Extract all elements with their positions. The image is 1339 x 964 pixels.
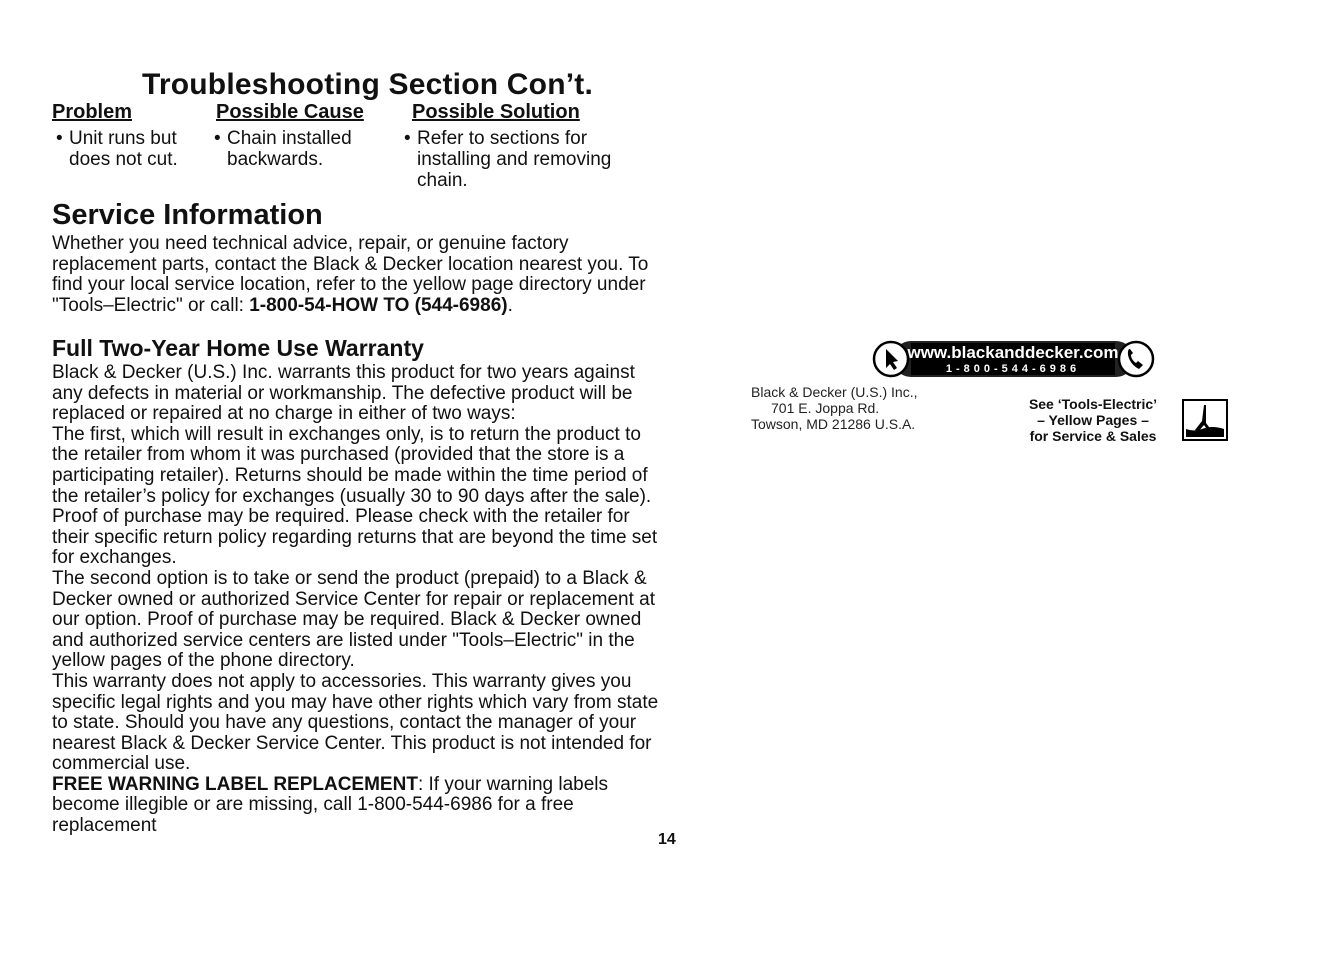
address-line: 701 E. Joppa Rd. xyxy=(771,400,880,416)
warranty-paragraph-1: Black & Decker (U.S.) Inc. warrants this product for two years against any defects in material or workmanship. The defective product will be replaced or repaired at no charge in either of two ways: xyxy=(52,362,635,425)
bullet: • xyxy=(214,128,221,149)
cause-cell xyxy=(214,128,377,170)
page-title: Troubleshooting Section Con’t. xyxy=(142,68,593,101)
free-label-paragraph xyxy=(52,775,664,837)
service-heading: Service Information xyxy=(52,199,323,231)
problem-cell xyxy=(56,128,194,170)
company-address xyxy=(751,384,917,432)
warranty-heading: Full Two-Year Home Use Warranty xyxy=(52,335,424,361)
see-line: – Yellow Pages – xyxy=(1037,412,1149,428)
warranty-paragraph-3: The second option is to take or send the product (prepaid) to a Black & Decker owned or authorized Service Center for repair or replacement at our option. Proof of purchase may be required. Black & Decker owned and authorized service centers are listed under "Tools–Electric" in the yellow pages of the phone directory. xyxy=(52,567,656,672)
yellow-pages-note xyxy=(1018,396,1168,444)
header-problem: Problem xyxy=(52,101,133,123)
warranty-body xyxy=(52,363,664,837)
header-possible-cause: Possible Cause xyxy=(216,101,364,123)
page-number: 14 xyxy=(658,831,676,848)
service-text: Whether you need technical advice, repair, or genuine factory replacement parts, contact the Black & Decker location nearest you. To find your local service location, refer to the yellow page directory under "Tools–Electric" or call: xyxy=(52,233,649,316)
address-line: Black & Decker (U.S.) Inc., xyxy=(751,384,918,400)
bullet: • xyxy=(56,128,63,149)
free-label-text: : If your warning labels become illegible or are missing, call 1-800-544-6986 for a free replacement xyxy=(52,773,609,837)
website-banner xyxy=(871,339,1156,379)
banner-url: www.blackanddecker.com xyxy=(907,343,1119,362)
solution-cell xyxy=(404,128,632,191)
service-phone: 1-800-54-HOW TO (544-6986) xyxy=(249,294,508,316)
mouse-click-icon xyxy=(874,342,908,376)
service-paragraph xyxy=(52,234,652,316)
free-label-title: FREE WARNING LABEL REPLACEMENT xyxy=(52,773,418,795)
header-possible-solution: Possible Solution xyxy=(412,101,580,123)
address-line: Towson, MD 21286 U.S.A. xyxy=(751,416,916,432)
solution-text: Refer to sections for installing and removing chain. xyxy=(417,128,612,191)
cause-text: Chain installed backwards. xyxy=(227,128,352,170)
see-line: See ‘Tools-Electric’ xyxy=(1028,396,1158,412)
bullet: • xyxy=(404,128,411,149)
banner-phone: 1-800-544-6986 xyxy=(945,363,1081,375)
phone-handset-icon xyxy=(1119,342,1153,376)
service-text-end: . xyxy=(507,294,513,316)
problem-text: Unit runs but does not cut. xyxy=(69,128,178,170)
warranty-paragraph-2: The first, which will result in exchanges only, is to return the product to the retailer from whom it was purchased (provided that the store is a participating retailer). Returns should be made within the time period of the retailer’s policy for exchanges (usually 30 to 90 days after the sale). Proof of purchase may be required. Please check with the retailer for their specific return policy regarding returns that are beyond the time set for exchanges. xyxy=(52,423,658,569)
yellow-pages-walking-fingers-icon xyxy=(1182,399,1228,441)
see-line: for Service & Sales xyxy=(1029,428,1157,444)
warranty-paragraph-4: This warranty does not apply to accessories. This warranty gives you specific legal rights and you may have other rights which vary from state to state. Should you have any questions, contact the manager of your nearest Black & Decker Service Center. This product is not intended for commercial use. xyxy=(52,670,659,775)
